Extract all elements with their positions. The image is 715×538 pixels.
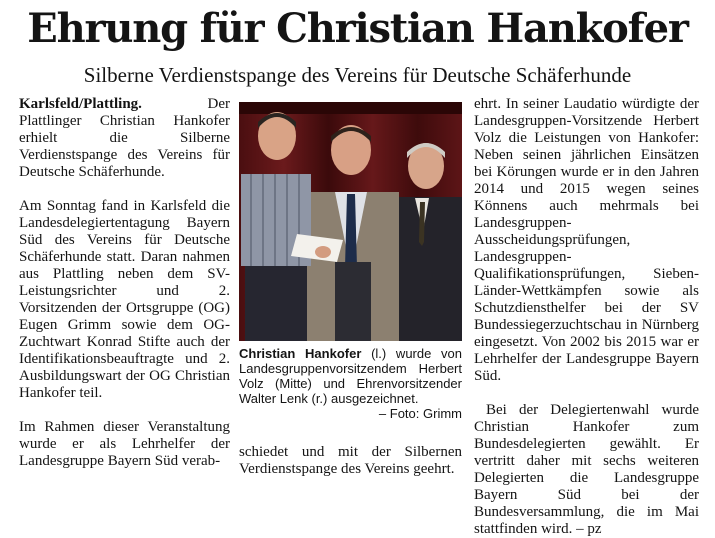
- paragraph-2: Am Sonntag fand in Karlsfeld die Landesdelegiertentagung Bayern Süd des Vereins für Deutsche Schäferhunde statt. Daran nahmen aus Plattling neben dem SV-Leistungsrichter und 2. Vorsitzenden der Ortsgruppe (OG) Eugen Grimm sowie dem OG-Zuchtwart Konrad Stifte auch der Identifikationsbeauftragte und 2. Ausbildungswart der OG Christian Hankofer teil.: [19, 198, 230, 401]
- paragraph-intro: [19, 96, 230, 181]
- photo-caption: [239, 346, 462, 421]
- paragraph-delegates: [474, 402, 699, 538]
- intro-text: Der Plattlinger Christian Hankofer erhielt die Silberne Verdienstspange des Vereins für Deutsche Schäferhunde.: [19, 96, 230, 180]
- author-signature: – pz: [576, 521, 602, 537]
- award-photo: [239, 102, 462, 341]
- photo-credit: – Foto: Grimm: [378, 406, 462, 421]
- subheadline: Silberne Verdienstspange des Vereins für Deutsche Schäferhunde: [83, 63, 632, 87]
- paragraph-3: Im Rahmen dieser Veranstaltung wurde er als Lehrhelfer der Landesgruppe Bayern Süd verab-: [19, 419, 230, 469]
- headline: Ehrung für Christian Hankofer: [27, 5, 688, 52]
- paragraph-laudatio: ehrt. In seiner Laudatio würdigte der Landesgruppen-Vorsitzende Herbert Volz die Leistungen von Hankofer: Neben seinen jährlichen Einsätzen bei Körungen wurde er in den Jahren 2014 und 2015 wegen seines Könnens auch mehrmals bei Landesgruppen-Ausscheidungsprüfungen, Landesgruppen-Qualifikationsprüfungen, Sieben-Länder-Wettkämpfen sowie als Schutzdiensthelfer bei der SV Bundessiegerzuchtschau in Nürnberg eingesetzt. Von 2002 bis 2015 war er Lehrhelfer der Landesgruppe Bayern Süd.: [474, 96, 699, 384]
- column-3: [474, 96, 699, 538]
- dateline: Karlsfeld/Plattling.: [19, 96, 142, 112]
- delegates-text: Bei der Delegiertenwahl wurde Christian Hankofer zum Bundesdelegierten gewählt. Er vertritt daher mit sechs weiteren Delegierten die Landesgruppe Bayern Süd bei der Bundesversammlung, die im Mai stattfinden wird.: [474, 402, 699, 537]
- column-1: [19, 96, 230, 470]
- column-2-text: schiedet und mit der Silbernen Verdienstspange des Vereins geehrt.: [239, 444, 462, 477]
- caption-text: (l.) wurde von Landesgruppenvorsitzendem Herbert Volz (Mitte) und Ehrenvorsitzender Walter Lenk (r.) ausgezeichnet.: [239, 346, 462, 406]
- caption-name: Christian Hankofer: [239, 346, 362, 361]
